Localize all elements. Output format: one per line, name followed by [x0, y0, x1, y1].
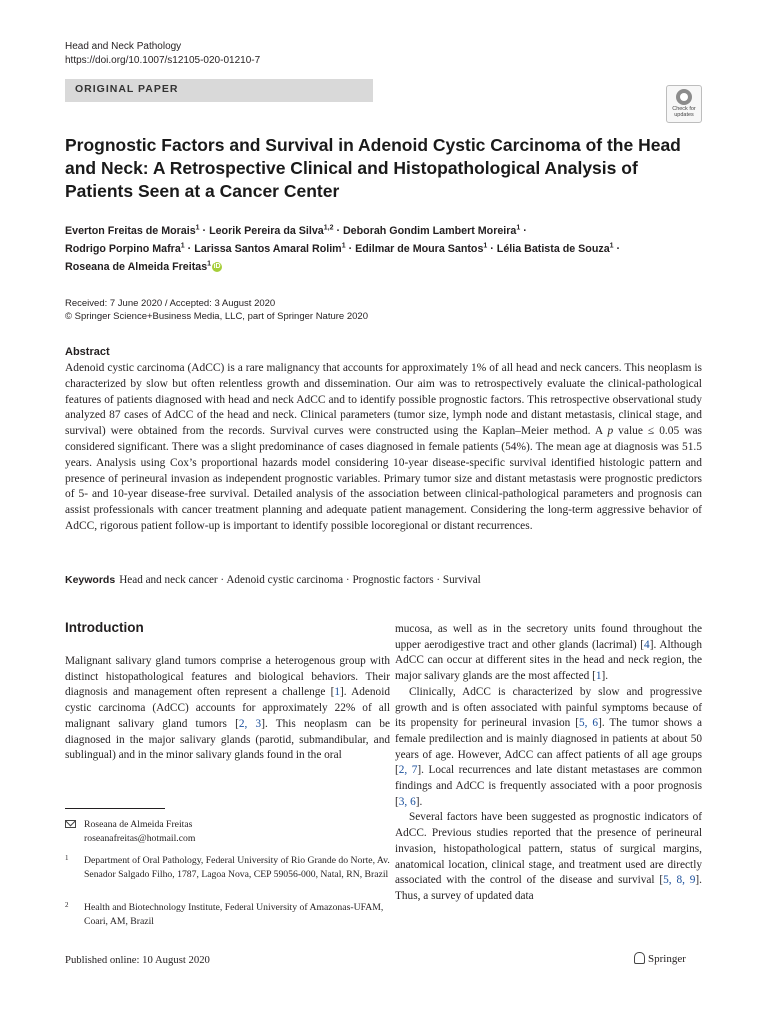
copyright-notice: © Springer Science+Business Media, LLC, part of Springer Nature 2020: [65, 311, 368, 322]
text-run: ]. This neoplasm can be diagnosed in the major salivary glands (parotid, submandibular, and sublingual) and in the minor salivary glands found in the oral: [65, 717, 390, 762]
text-run: ]. Thus, a survey of updated data: [395, 874, 702, 902]
text-run: Several factors have been suggested as prognostic indicators of AdCC. Previous studies reported that the presence of perineural invasion, histopathological pattern, status of surgical margins, anatomical location, clinical stage, and treatment used are directly associated with the control of the disease and survival [: [395, 811, 702, 887]
author-affiliation: 1: [516, 224, 521, 232]
text-run: ]. The tumor shows a female predilection and is mainly diagnosed in patients at about 50 years of age. However, AdCC can affect patients of all age groups [: [395, 717, 702, 777]
springer-horse-icon: [634, 952, 645, 964]
citation-link[interactable]: 5, 8, 9: [663, 874, 696, 887]
corresponding-author-email[interactable]: roseanafreitas@hotmail.com: [84, 832, 196, 844]
text-run: ].: [601, 670, 609, 683]
published-online-date: Published online: 10 August 2020: [65, 954, 210, 966]
abstract-text: [65, 361, 702, 535]
orcid-icon[interactable]: iD: [213, 263, 221, 271]
introduction-heading: Introduction: [65, 620, 144, 635]
text-run: ].: [415, 795, 423, 808]
footnote-divider: [65, 808, 165, 809]
citation-link[interactable]: 5, 6: [579, 717, 599, 730]
check-updates-label: Check for updates: [672, 106, 696, 118]
author-name[interactable]: Roseana de Almeida Freitas: [65, 261, 208, 273]
citation-link[interactable]: 3, 6: [398, 795, 416, 808]
article-type-banner: [65, 79, 373, 102]
corresponding-author-name: Roseana de Almeida Freitas: [84, 819, 193, 830]
intro-paragraph: [65, 654, 390, 764]
right-column: [395, 622, 702, 905]
abstract-heading: Abstract: [65, 346, 110, 358]
text-run: ]. Adenoid cystic carcinoma (AdCC) accounts for approximately 22% of all malignant salivary gland tumors [: [65, 686, 390, 730]
keywords-list: Head and neck cancer · Adenoid cystic carcinoma · Prognostic factors · Survival: [119, 574, 481, 586]
doi-link[interactable]: https://doi.org/10.1007/s12105-020-01210-7: [65, 55, 261, 66]
citation-link[interactable]: 2, 7: [398, 764, 418, 777]
left-column: [65, 654, 390, 764]
keywords-line: [65, 573, 481, 588]
check-updates-icon: [676, 89, 692, 105]
author-name[interactable]: Everton Freitas de Morais: [65, 225, 196, 237]
text-run: ]. Although AdCC can occur at different sites in the head and neck region, the major salivary glands are the most affected [: [395, 638, 702, 683]
author-affiliation: 1: [483, 242, 488, 250]
check-for-updates-badge[interactable]: [666, 85, 702, 123]
author-name[interactable]: Edilmar de Moura Santos: [355, 243, 484, 255]
author-name[interactable]: Rodrigo Porpino Mafra: [65, 243, 181, 255]
author-affiliation: 1: [609, 242, 614, 250]
affiliation-text: Health and Biotechnology Institute, Federal University of Amazonas-UFAM, Coari, AM, Brazil: [84, 902, 384, 927]
affiliation-number: 2: [65, 901, 69, 909]
paper-title: Prognostic Factors and Survival in Adenoid Cystic Carcinoma of the Head and Neck: A Retrospective Clinical and Histopathological Analysis of Patients Seen at a Cancer Center: [65, 135, 681, 201]
author-affiliation: 1: [207, 260, 212, 268]
corresponding-author: [65, 818, 390, 845]
citation-link[interactable]: 1: [595, 670, 602, 683]
intro-paragraph: [395, 622, 702, 685]
citation-link[interactable]: 1: [334, 686, 340, 699]
author-name[interactable]: Leorik Pereira da Silva: [209, 225, 324, 237]
envelope-icon: [65, 820, 76, 828]
text-run: mucosa, as well as in the secretory units found throughout the upper aerodigestive tract and other glands (lacrimal) [: [395, 623, 702, 651]
citation-link[interactable]: 2, 3: [238, 717, 262, 730]
citation-link[interactable]: 4: [644, 638, 650, 651]
text-run: ]. Local recurrences and late distant metastases are common findings and AdCC is frequently associated with a poor prognosis [: [395, 764, 702, 808]
intro-paragraph: [395, 685, 702, 811]
journal-name: Head and Neck Pathology: [65, 41, 182, 52]
text-run: Malignant salivary gland tumors comprise a heterogenous group with distinct histopathological features and biological behaviors. Their diagnosis and management often represent a challenge [: [65, 655, 390, 699]
author-affiliation: 1: [180, 242, 185, 250]
author-affiliation: 1: [195, 224, 200, 232]
article-type-label: ORIGINAL PAPER: [75, 83, 179, 95]
intro-paragraph: [395, 810, 702, 904]
text-run: Clinically, AdCC is characterized by slow and progressive growth and is often associated with painful symptoms because of its propensity for perineural invasion [: [395, 685, 702, 730]
author-name[interactable]: Lélia Batista de Souza: [496, 243, 610, 255]
abstract-text-part: value ≤ 0.05 was considered significant. There was a slight predominance of cases diagnosed in female patients (54%). The mean age at diagnosis was 51.5 years. Analysis using Cox’s proportional hazards model considering 10-year disease-specific survival identified histologic pattern and presence of perineural invasion as independent prognostic variables. Primary tumor size and distant metastasis were prognostic predictors of 5- and 10-year disease-free survival. Detailed analysis of the association between clinical-pathological parameters and prognosis can assist professionals with cancer treatment planning and adequate patient management. Considering the long-term aggressive behavior of AdCC, rigorous patient follow-up is important to identify possible locoregional or distant recurrences.: [65, 425, 703, 532]
received-accepted-dates: Received: 7 June 2020 / Accepted: 3 August 2020: [65, 298, 276, 309]
author-name[interactable]: Larissa Santos Amaral Rolim: [194, 243, 342, 255]
author-affiliation: 1,2: [323, 224, 334, 232]
publisher-name: Springer: [648, 953, 686, 965]
author-name[interactable]: Deborah Gondim Lambert Moreira: [342, 225, 517, 237]
abstract-text-part: Adenoid cystic carcinoma (AdCC) is a rare malignancy that accounts for approximately 1% of all head and neck cancers. This neoplasm is characterized by slow but often relentless growth and dissemination. Our aim was to retrospectively evaluate the clinical-pathological features of patients diagnosed with head and neck AdCC and to identify possible prognostic factors. This retrospective observational study analyzed 87 cases of AdCC of the head and neck. Clinical parameters (tumor size, lymph node and distant metastasis, clinical stage, and survival) were obtained from the records. Survival curves were constructed using the Kaplan–Meier method. A: [65, 362, 702, 438]
keywords-label: Keywords: [65, 574, 116, 586]
affiliation-2: [65, 901, 390, 928]
publisher-logo: [634, 952, 686, 965]
affiliation-number: 1: [65, 854, 69, 862]
p-symbol: p: [607, 425, 614, 438]
affiliation-1: [65, 854, 390, 881]
affiliation-text: Department of Oral Pathology, Federal University of Rio Grande do Norte, Av. Senador Salgado Filho, 1787, Lagoa Nova, CEP 59056-000, Natal, RN, Brazil: [84, 855, 390, 880]
author-list: Everton Freitas de Morais$^1$ · Leorik Pereira da Silva$^{1,2}$ · Deborah Gondim Lambert Moreira$^1$ · Rodrigo Porpino Mafra$^1$ · Larissa Santos Amaral Rolim$^1$ · Edilmar de Moura Santos$^1$ · Lélia Batista de Souza$^1$ · Roseana de Almeida Freitas$^1$ iD: [65, 224, 621, 273]
author-affiliation: 1: [341, 242, 346, 250]
